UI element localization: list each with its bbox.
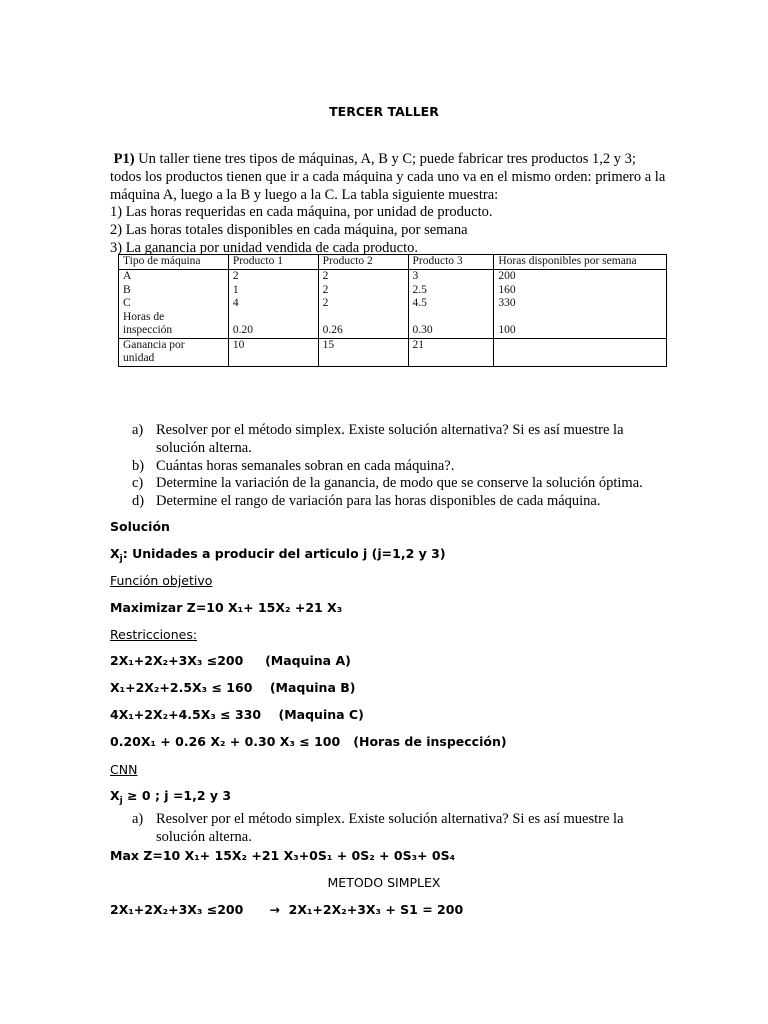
repeated-question [132,811,672,847]
cnn-heading: CNN [110,762,138,777]
constraint-row [110,653,351,668]
value [233,311,314,325]
table-cell [119,338,229,366]
cnn-text: ≥ 0 ; j =1,2 y 3 [122,788,232,803]
header-cell: Horas disponibles por semana [494,255,667,270]
table-cell [228,270,318,339]
cnn-x: X [110,788,120,803]
value: 1 [232,283,239,296]
list-item [132,422,672,458]
question-text: Determine la variación de la ganancia, de modo que se conserve la solución óptima. [156,475,643,492]
objective-with-slack: Max Z=10 X₁+ 15X₂ +21 X₃+0S₁ + 0S₂ + 0S₃+ 0S₄ [110,848,456,863]
question-text: Cuántas horas semanales sobran en cada máquina?. [156,457,455,474]
profit-label: Ganancia por [123,338,185,351]
value [413,311,490,325]
value: 2 [322,283,329,296]
standard-form-right: 2X₁+2X₂+3X₃ + S1 = 200 [288,902,464,917]
problem-item: 2) Las horas totales disponibles en cada máquina, por semana [110,222,468,239]
cnn-sub: j [119,796,123,806]
standard-form-left: 2X₁+2X₂+3X₃ ≤200 [110,902,244,917]
machine-label: inspección [123,324,173,336]
question-text: Resolver por el método simplex. Existe solución alternativa? Si es así muestre la solución alterna. [156,422,624,456]
value: 0.30 [412,324,433,336]
value: 2 [322,270,329,282]
variable-definition [110,546,446,564]
table-row [119,270,667,339]
question-text: Resolver por el método simplex. Existe solución alternativa? Si es así muestre la solución alterna. [156,811,624,845]
var-x: X [110,546,120,561]
profit-value: 21 [408,338,494,366]
value [323,311,404,325]
constraint-label: (Maquina B) [269,680,356,695]
profit-value: 10 [228,338,318,366]
list-item [132,475,672,493]
header-cell: Tipo de máquina [119,255,229,270]
objective-heading: Función objetivo [110,573,213,588]
value: 100 [498,324,516,336]
objective-function: Maximizar Z=10 X₁+ 15X₂ +21 X₃ [110,600,343,615]
problem-label: P1) [113,151,135,167]
constraint-label: (Horas de inspección) [353,734,507,749]
constraints-heading: Restricciones: [110,627,198,642]
value: 3 [412,270,419,282]
constraint-row [110,680,355,695]
value: 2 [322,297,329,309]
document-title: TERCER TALLER [329,104,439,119]
constraint-label: (Maquina A) [265,653,351,668]
standard-form-row [110,902,463,917]
list-item [132,811,672,847]
value: 4.5 [412,297,427,309]
constraint-expr: 2X₁+2X₂+3X₃ ≤200 [110,653,244,668]
non-negativity [110,788,232,806]
table-cell [408,270,494,339]
arrow-icon: → [269,902,280,917]
value: 2.5 [412,283,427,296]
problem-item: 3) La ganancia por unidad vendida de cada producto. [110,239,418,256]
profit-value: 15 [318,338,408,366]
header-cell: Producto 2 [318,255,408,270]
value: 0.26 [322,324,343,336]
var-text: : Unidades a producir del articulo j (j=1,2 y 3) [122,546,446,561]
value: 200 [498,270,516,282]
list-item [132,458,672,476]
table-cell [318,270,408,339]
table-cell [494,270,667,339]
problem-intro [110,151,670,204]
list-item [132,493,672,511]
item-marker: a) [132,811,144,827]
machine-label: C [123,297,131,309]
problem-statement [110,151,670,258]
value: 330 [498,297,516,309]
item-marker: d) [132,493,145,510]
table-cell [494,338,667,366]
item-marker: c) [132,475,144,492]
var-sub: j [119,554,123,564]
machine-label: Horas de [123,310,165,323]
table-cell [119,270,229,339]
machine-label: A [123,270,132,282]
constraint-expr: 4X₁+2X₂+4.5X₃ ≤ 330 [110,707,262,722]
header-cell: Producto 1 [228,255,318,270]
table-row-profit [119,338,667,366]
problem-item: 1) Las horas requeridas en cada máquina, por unidad de producto. [110,204,493,221]
constraint-row [110,707,364,722]
constraint-row [110,734,507,749]
method-heading: METODO SIMPLEX [327,875,441,890]
value [498,311,662,325]
value: 4 [232,297,239,309]
item-marker: a) [132,422,144,438]
solution-heading: Solución [110,519,170,534]
header-cell: Producto 3 [408,255,494,270]
problem-intro-text: Un taller tiene tres tipos de máquinas, A, B y C; puede fabricar tres productos 1,2 y 3; todos los productos tienen que ir a cada máquina y cada uno va en el mismo orden: primero a la máquina A, luego a la B y luego a la C. La tabla siguiente muestra: [110,151,666,203]
value: 160 [498,283,516,296]
machine-hours-table [118,254,667,367]
machine-label: B [123,283,131,296]
questions-list [132,422,672,511]
profit-label: unidad [123,352,155,364]
value: 2 [232,270,239,282]
table-header-row [119,255,667,270]
item-marker: b) [132,457,145,474]
constraint-expr: X₁+2X₂+2.5X₃ ≤ 160 [110,680,253,695]
constraint-expr: 0.20X₁ + 0.26 X₂ + 0.30 X₃ ≤ 100 [110,734,341,749]
value: 0.20 [232,324,253,336]
constraint-label: (Maquina C) [278,707,364,722]
question-text: Determine el rango de variación para las horas disponibles de cada máquina. [156,493,601,510]
